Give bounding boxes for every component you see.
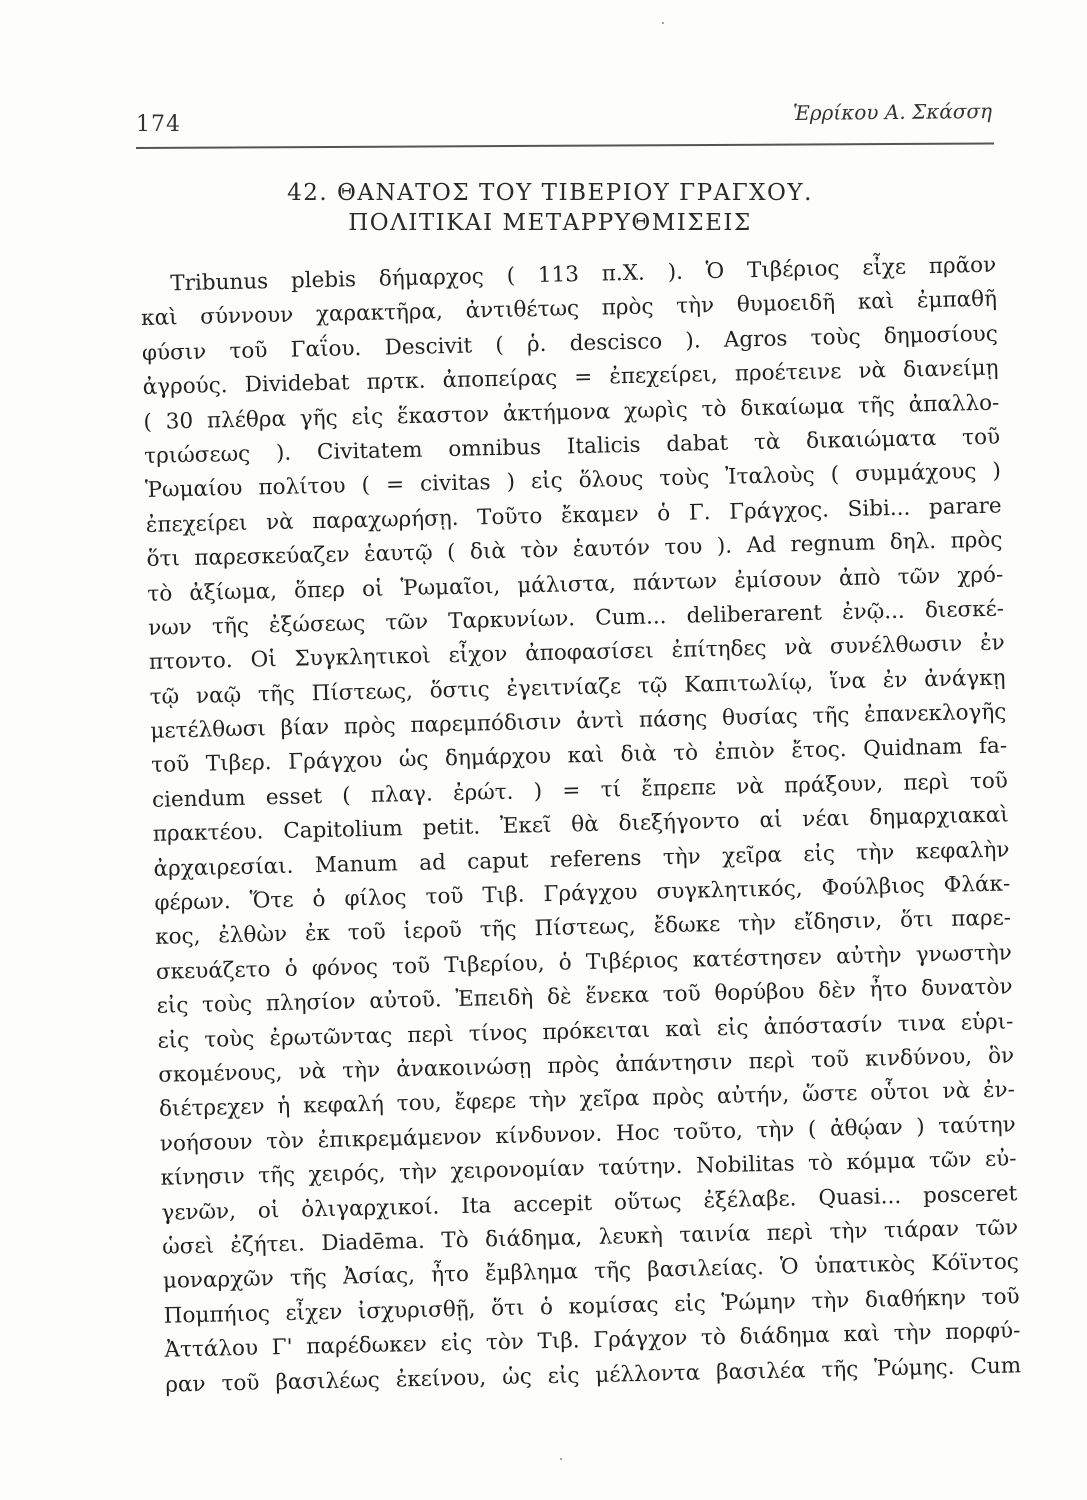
section-title-line-2: ΠΟΛΙΤΙΚΑΙ ΜΕΤΑΡΡΥΘΜΙΣΕΙΣ — [348, 210, 752, 236]
text-line: διέτρεχεν ἡ κεφαλή του, ἔφερε τὴν χεῖρα πρὸς αὐτήν, ὥστε οὗτοι νὰ ἐν- — [158, 1077, 1016, 1123]
text-line: εἰς τοὺς ἐρωτῶντας περὶ τίνος πρόκειται καὶ εἰς ἀπόστασίν τινα εὑρι- — [157, 1008, 1014, 1054]
text-line: ciendum esset ( πλαγ. ἐρώτ. ) = τί ἔπρεπε νὰ πράξουν, περὶ τοῦ — [151, 768, 1009, 813]
text-line: ὅτι παρεσκεύαζεν ἑαυτῷ ( διὰ τὸν ἑαυτόν του ). Ad regnum δηλ. πρὸς — [146, 527, 1003, 573]
text-line: ραν τοῦ βασιλέως ἐκείνου, ὡς εἰς μέλλοντα βασιλέα τῆς Ῥώμης. Cum — [165, 1352, 1022, 1398]
text-line: ὡσεὶ ἐζήτει. Diadēma. Τὸ διάδημα, λευκὴ ταινία περὶ τὴν τιάραν τῶν — [161, 1215, 1019, 1260]
text-line: ἐπεχείρει νὰ παραχωρήσῃ. Τοῦτο ἔκαμεν ὁ Γ. Γράγχος. Sibi... parare — [145, 493, 1002, 538]
page-header — [136, 96, 992, 136]
text-line: καὶ σύννουν χαρακτῆρα, ἀντιθέτως πρὸς τὴν θυμοειδῆ καὶ ἐμπαθῆ — [140, 286, 998, 332]
text-line: ( 30 πλέθρα γῆς εἰς ἕκαστον ἀκτήμονα χωρὶς τὸ δικαίωμα τῆς ἀπαλλο- — [143, 390, 1000, 435]
paper-speck — [560, 1458, 562, 1460]
text-line: ἀγρούς. Dividebat πρτκ. ἀποπείρας = ἐπεχείρει, προέτεινε νὰ διανείμῃ — [142, 355, 999, 401]
body-text — [140, 249, 1022, 1403]
text-line: τὸ ἀξίωμα, ὅπερ οἱ Ῥωμαῖοι, μάλιστα, πάντων ἐμίσουν ἀπὸ τῶν χρό- — [147, 562, 1004, 607]
text-line: φύσιν τοῦ Γαΐου. Descivit ( ῥ. desciscο ). Agros τοὺς δημοσίους — [141, 321, 998, 366]
text-line: νων τῆς ἐξώσεως τῶν Ταρκυνίων. Cum... deliberarent ἐνῷ... διεσκέ- — [147, 596, 1005, 641]
text-line: σκομένους, νὰ τὴν ἀνακοινώσῃ πρὸς ἀπάντησιν περὶ τοῦ κινδύνου, ὃν — [158, 1043, 1015, 1088]
running-head: Ἑρρίκου Α. Σκάσση — [792, 98, 993, 126]
section-title — [150, 178, 950, 238]
text-line: Ἀττάλου Γ' παρέδωκεν εἰς τὸν Τιβ. Γράγχον τὸ διάδημα καὶ τὴν πορφύ- — [164, 1318, 1021, 1363]
text-line: νοήσουν τὸν ἐπικρεμάμενον κίνδυνον. Hoc τοῦτο, τὴν ( ἀθῴαν ) ταύτην — [159, 1112, 1016, 1157]
paper-speck — [662, 22, 664, 24]
text-line: Tribunus plebis δήμαρχος ( 113 π.Χ. ). Ὁ Τιβέριος εἶχε πρᾶον — [170, 252, 997, 297]
page-number: 174 — [136, 112, 181, 137]
text-line: Ῥωμαίου πολίτου ( = civitas ) εἰς ὅλους τοὺς Ἰταλοὺς ( συμμάχους ) — [144, 458, 1002, 504]
text-line: τῷ ναῷ τῆς Πίστεως, ὅστις ἐγειτνίαζε τῷ Καπιτωλίῳ, ἵνα ἐν ἀνάγκῃ — [149, 665, 1006, 710]
text-line: μετέλθωσι βίαν πρὸς παρεμπόδισιν ἀντὶ πάσης θυσίας τῆς ἐπανεκλογῆς — [150, 699, 1007, 744]
text-line: κος, ἐλθὼν ἐκ τοῦ ἱεροῦ τῆς Πίστεως, ἔδωκε τὴν εἴδησιν, ὅτι παρε- — [154, 905, 1012, 951]
text-line: φέρων. Ὅτε ὁ φίλος τοῦ Τιβ. Γράγχου συγκλητικός, Φούλβιος Φλάκ- — [154, 871, 1011, 916]
text-line: πρακτέου. Capitolium petit. Ἐκεῖ θὰ διεξήγοντο αἱ νέαι δημαρχιακαὶ — [152, 802, 1009, 848]
text-line: σκευάζετο ὁ φόνος τοῦ Τιβερίου, ὁ Τιβέριος κατέστησεν αὐτὴν γνωστὴν — [155, 940, 1013, 985]
text-line: τριώσεως ). Civitatem omnibus Italicis dabat τὰ δικαιώματα τοῦ — [143, 424, 1001, 469]
text-line: γενῶν, οἱ ὀλιγαρχικοί. Ita accepit οὕτως ἐξέλαβε. Quasi... posceret — [161, 1180, 1018, 1226]
text-line: μοναρχῶν τῆς Ἀσίας, ἦτο ἔμβλημα τῆς βασιλείας. Ὁ ὑπατικὸς Κόϊντος — [162, 1249, 1020, 1295]
text-line: Πομπήιος εἶχεν ἰσχυρισθῇ, ὅτι ὁ κομίσας εἰς Ῥώμην τὴν διαθήκην τοῦ — [163, 1284, 1020, 1329]
text-line: εἰς τοὺς πλησίον αὐτοῦ. Ἐπειδὴ δὲ ἕνεκα τοῦ θορύβου δὲν ἦτο δυνατὸν — [156, 974, 1013, 1020]
header-rule — [136, 143, 994, 149]
text-line: τοῦ Τιβερ. Γράγχου ὡς δημάρχου καὶ διὰ τὸ ἐπιὸν ἔτος. Quidnam fa- — [151, 733, 1008, 779]
section-title-line-1: 42. ΘΑΝΑΤΟΣ ΤΟΥ ΤΙΒΕΡΙΟΥ ΓΡΑΓΧΟΥ. — [287, 180, 813, 206]
text-line: κίνησιν τῆς χειρός, τὴν χειρονομίαν ταύτην. Nobilitas τὸ κόμμα τῶν εὐ- — [160, 1146, 1017, 1191]
text-line: ἀρχαιρεσίαι. Manum ad caput referens τὴν χεῖρα εἰς τὴν κεφαλὴν — [153, 837, 1010, 882]
text-line: πτοντο. Οἱ Συγκλητικοὶ εἶχον ἀποφασίσει ἐπίτηδες νὰ συνέλθωσιν ἐν — [148, 630, 1006, 676]
